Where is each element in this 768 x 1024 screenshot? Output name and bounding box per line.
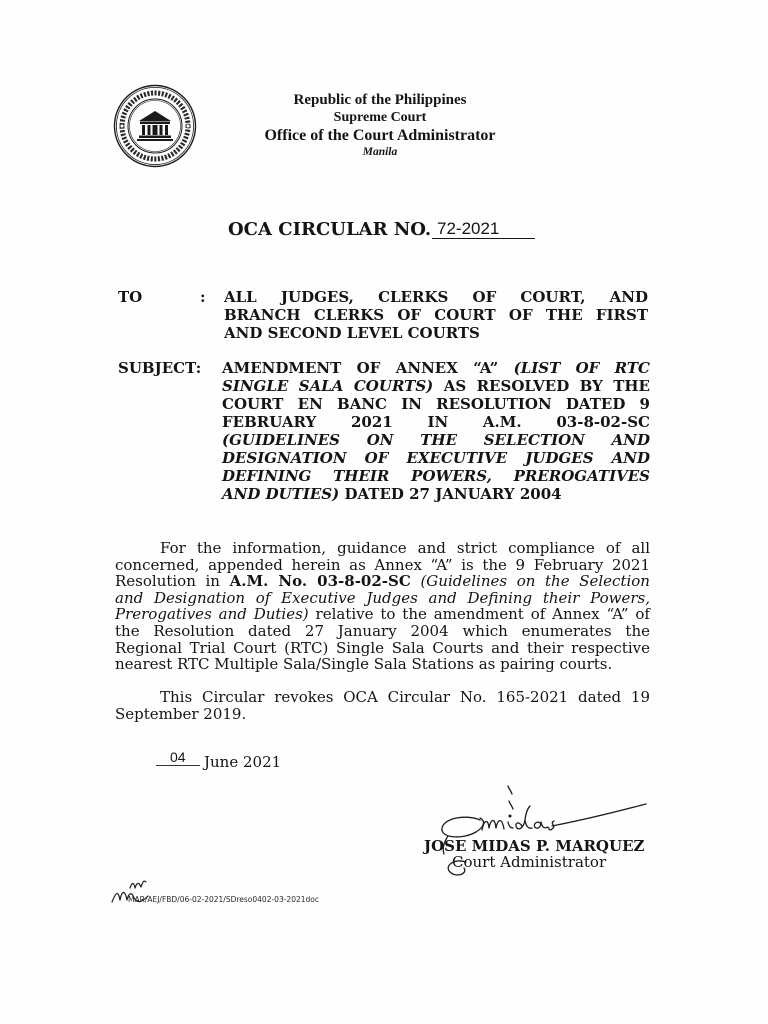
- body-line: [115, 640, 650, 657]
- body-line: [115, 590, 650, 607]
- addressee-line: ALL JUDGES, CLERKS OF COURT, AND: [224, 288, 648, 306]
- letterhead: [230, 91, 530, 159]
- subject-segment: DESIGNATION OF EXECUTIVE JUDGES AND: [222, 449, 650, 467]
- body-segment: Regional Trial Court (RTC) Single Sala Courts and their respective: [115, 638, 650, 657]
- addressee-line: BRANCH CLERKS OF COURT OF THE FIRST: [224, 306, 648, 324]
- addressee-label: TO: [118, 288, 143, 306]
- circular-title: OCA CIRCULAR NO.: [228, 219, 432, 240]
- date-day-underline: [156, 765, 200, 766]
- subject-line: [222, 467, 650, 485]
- body-line: [115, 689, 650, 706]
- oca-seal-icon: [113, 84, 197, 168]
- body-segment: the Resolution dated 27 January 2004 which enumerates the: [115, 621, 650, 640]
- subject-text: [222, 359, 650, 503]
- body-line: [115, 573, 650, 590]
- body-line: [115, 540, 650, 557]
- body-segment: September 2019.: [115, 704, 247, 723]
- body-segment: and Designation of Executive Judges and Defining their Powers,: [115, 588, 650, 607]
- signatory-name: JOSE MIDAS P. MARQUEZ: [424, 837, 645, 855]
- letterhead-city: Manila: [362, 146, 398, 158]
- letterhead-country: Republic of the Philippines: [293, 92, 467, 108]
- subject-segment: (GUIDELINES ON THE SELECTION AND: [222, 431, 650, 449]
- body-segment: Prerogatives and Duties): [115, 605, 309, 624]
- letterhead-court: Supreme Court: [333, 110, 427, 125]
- body-line: [115, 656, 650, 673]
- letterhead-office: Office of the Court Administrator: [264, 127, 496, 144]
- subject-line: [222, 449, 650, 467]
- subject-line: [222, 485, 650, 503]
- file-reference: MAR/AEJ/FBD/06-02-2021/SDreso0402-03-2021doc: [128, 895, 319, 904]
- body-line: [115, 706, 650, 723]
- addressee-line: AND SECOND LEVEL COURTS: [224, 324, 480, 342]
- circular-number: 72-2021: [432, 219, 535, 239]
- subject-label: SUBJECT:: [118, 359, 202, 377]
- subject-segment: (LIST OF RTC: [513, 359, 650, 377]
- subject-segment: AS RESOLVED BY THE: [443, 377, 650, 395]
- subject-segment: DATED 27 JANUARY 2004: [344, 485, 562, 503]
- body-line: [115, 623, 650, 640]
- body-segment: relative to the amendment of Annex “A” of: [315, 605, 650, 624]
- signatory-title: Court Administrator: [452, 853, 607, 871]
- body-segment: For the information, guidance and strict compliance of all: [160, 539, 650, 557]
- body-segment: Resolution in: [115, 572, 220, 591]
- subject-segment: SINGLE SALA COURTS): [222, 377, 434, 395]
- subject-segment: DEFINING THEIR POWERS, PREROGATIVES: [222, 467, 650, 485]
- subject-segment: COURT EN BANC IN RESOLUTION DATED 9: [222, 395, 650, 413]
- handwritten-initials: [108, 878, 158, 908]
- body-segment: nearest RTC Multiple Sala/Single Sala Stations as pairing courts.: [115, 655, 613, 674]
- addressee-text: [224, 288, 648, 342]
- body-paragraph-2: [115, 689, 650, 722]
- date-month-year: June 2021: [204, 753, 282, 771]
- handwritten-signature: [418, 776, 652, 890]
- subject-line: [222, 359, 650, 377]
- subject-line: [222, 377, 650, 395]
- subject-segment: FEBRUARY 2021 IN A.M. 03-8-02-SC: [222, 413, 650, 431]
- body-segment: A.M. No. 03-8-02-SC: [229, 572, 411, 591]
- body-segment: (Guidelines on the Selection: [420, 572, 650, 591]
- body-paragraph-1: [115, 540, 650, 673]
- subject-line: [222, 431, 650, 449]
- body-line: [115, 557, 650, 574]
- subject-segment: AMENDMENT OF ANNEX “A”: [222, 359, 499, 377]
- addressee-separator: :: [200, 288, 206, 306]
- subject-segment: AND DUTIES): [222, 485, 340, 503]
- date-day: 04: [170, 749, 186, 765]
- body-segment: concerned, appended herein as Annex “A” is the 9 February 2021: [115, 555, 650, 574]
- subject-line: [222, 413, 650, 431]
- body-line: [115, 606, 650, 623]
- body-segment: This Circular revokes OCA Circular No. 165-2021 dated 19: [160, 688, 650, 706]
- subject-line: [222, 395, 650, 413]
